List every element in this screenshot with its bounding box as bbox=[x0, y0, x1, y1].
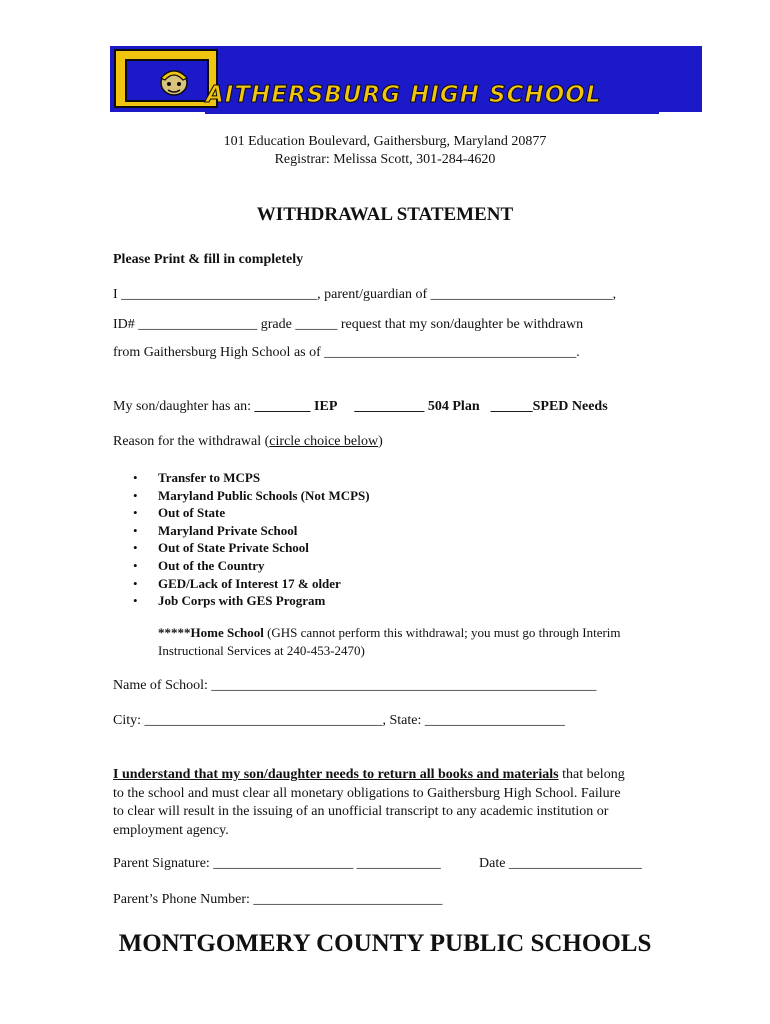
form-instruction: Please Print & fill in completely bbox=[113, 252, 304, 267]
school-name: AITHERSBURG HIGH SCHOOL bbox=[206, 82, 602, 108]
home-school-note bbox=[158, 624, 678, 660]
reason-close: ) bbox=[378, 434, 383, 449]
iep-blank[interactable]: ________ bbox=[254, 399, 311, 414]
agreement-emphasis: I understand that my son/daughter needs to return all books and materials bbox=[113, 767, 559, 782]
reason-list bbox=[133, 469, 370, 610]
banner-underline bbox=[205, 112, 659, 114]
agreement-text: that belong to the school and must clear all monetary obligations to Gaithersburg High School. Failure to clear will result in the issuing of an unofficial transcript to any academic institution or employment agency. bbox=[113, 767, 625, 838]
logo-inner-panel bbox=[125, 59, 209, 102]
withdraw-date-line[interactable]: from Gaithersburg High School as of ____________________________________. bbox=[113, 345, 580, 360]
reason-option[interactable]: • Job Corps with GES Program bbox=[133, 592, 370, 610]
parent-phone-field[interactable]: Parent’s Phone Number: ___________________________ bbox=[113, 892, 443, 907]
form-title: WITHDRAWAL STATEMENT bbox=[256, 204, 514, 225]
city-state-field[interactable]: City: __________________________________, State: ____________________ bbox=[113, 713, 565, 728]
reason-option[interactable]: • Maryland Private School bbox=[133, 522, 370, 540]
special-needs-line bbox=[113, 398, 608, 416]
school-logo bbox=[114, 49, 218, 108]
school-banner bbox=[110, 46, 702, 112]
reason-option[interactable]: • Transfer to MCPS bbox=[133, 469, 370, 487]
reason-option[interactable]: • Out of State Private School bbox=[133, 539, 370, 557]
reason-hint: circle choice below bbox=[269, 434, 379, 449]
reason-option[interactable]: • Maryland Public Schools (Not MCPS) bbox=[133, 487, 370, 505]
plan-504-label: 504 Plan bbox=[424, 399, 480, 414]
address-line: 101 Education Boulevard, Gaithersburg, Maryland 20877 bbox=[223, 134, 547, 149]
district-name: MONTGOMERY COUNTY PUBLIC SCHOOLS bbox=[118, 930, 652, 957]
home-school-option[interactable]: *****Home School bbox=[158, 625, 264, 640]
school-address bbox=[0, 133, 770, 169]
id-grade-line[interactable]: ID# _________________ grade ______ request that my son/daughter be withdrawn bbox=[113, 317, 584, 332]
home-school-text: (GHS cannot perform this withdrawal; you must go through Interim Instructional Services at 240-453-2470) bbox=[158, 625, 621, 658]
reason-option[interactable]: • GED/Lack of Interest 17 & older bbox=[133, 575, 370, 593]
parent-signature-field[interactable]: Parent Signature: ____________________ ____________ bbox=[113, 856, 441, 871]
plan-504-blank[interactable]: __________ bbox=[354, 399, 425, 414]
agreement-paragraph bbox=[113, 766, 633, 840]
reason-option[interactable]: • Out of the Country bbox=[133, 557, 370, 575]
reason-heading bbox=[113, 433, 383, 451]
date-field[interactable]: Date ___________________ bbox=[479, 856, 642, 871]
reason-lead: Reason for the withdrawal ( bbox=[113, 434, 270, 449]
needs-lead: My son/daughter has an: bbox=[113, 399, 255, 414]
mascot-icon bbox=[153, 66, 195, 98]
parent-guardian-line[interactable]: I ____________________________, parent/guardian of __________________________, bbox=[113, 287, 617, 302]
iep-label: IEP bbox=[310, 399, 338, 414]
registrar-line: Registrar: Melissa Scott, 301-284-4620 bbox=[274, 152, 496, 167]
school-name-field[interactable]: Name of School: _______________________________________________________ bbox=[113, 678, 597, 693]
sped-blank[interactable]: ______ bbox=[490, 399, 533, 414]
reason-option[interactable]: • Out of State bbox=[133, 504, 370, 522]
sped-label: SPED Needs bbox=[532, 399, 608, 414]
